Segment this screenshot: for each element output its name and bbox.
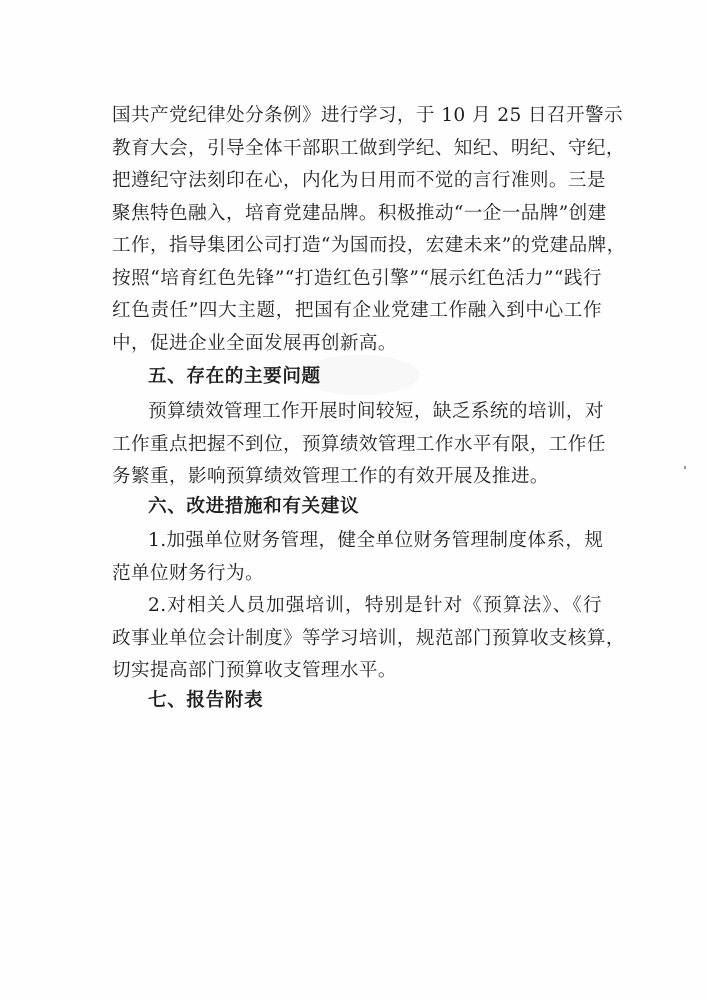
text-line: 把遵纪守法刻印在心，内化为日用而不觉的言行准则。三是	[112, 170, 606, 191]
text-line: 国共产党纪律处分条例》进行学习，于 10 月 25 日召开警示	[112, 105, 624, 126]
section-heading-5: 五、存在的主要问题	[148, 366, 321, 387]
text-line: 工作，指导集团公司打造“为国而投，宏建未来”的党建品牌，	[112, 235, 626, 256]
text-line: 2.对相关人员加强培训，特别是针对《预算法》、《行	[148, 595, 602, 616]
scan-speck	[684, 466, 686, 469]
text-line: 政事业单位会计制度》等学习培训，规范部门预算收支核算，	[112, 627, 625, 649]
text-line: 1.加强单位财务管理，健全单位财务管理制度体系，规	[148, 530, 604, 551]
text-line: 切实提高部门预算收支管理水平。	[112, 660, 397, 681]
text-line: 务繁重，影响预算绩效管理工作的有效开展及推进。	[112, 466, 549, 487]
intro-paragraph	[112, 100, 626, 360]
section5-paragraph	[112, 396, 606, 494]
text-line: 工作重点把握不到位，预算绩效管理工作水平有限，工作任	[112, 433, 606, 455]
text-line: 聚焦特色融入，培育党建品牌。积极推动“一企一品牌”创建	[112, 202, 607, 224]
text-line: 预算绩效管理工作开展时间较短，缺乏系统的培训，对	[148, 401, 604, 422]
text-line: 红色责任”四大主题，把国有企业党建工作融入到中心工作	[112, 300, 602, 321]
section-heading-7: 七、报告附表	[148, 690, 264, 711]
section6-item2	[112, 590, 625, 688]
text-line: 按照“培育红色先锋”“打造红色引擎”“展示红色活力”“践行	[112, 267, 602, 289]
section6-item1	[112, 525, 602, 590]
text-line: 教育大会，引导全体干部职工做到学纪、知纪、明纪、守纪，	[112, 137, 625, 159]
text-line: 范单位财务行为。	[112, 562, 264, 584]
text-line: 中，促进企业全面发展再创新高。	[112, 332, 397, 354]
section-heading-6: 六、改进措施和有关建议	[148, 496, 360, 517]
